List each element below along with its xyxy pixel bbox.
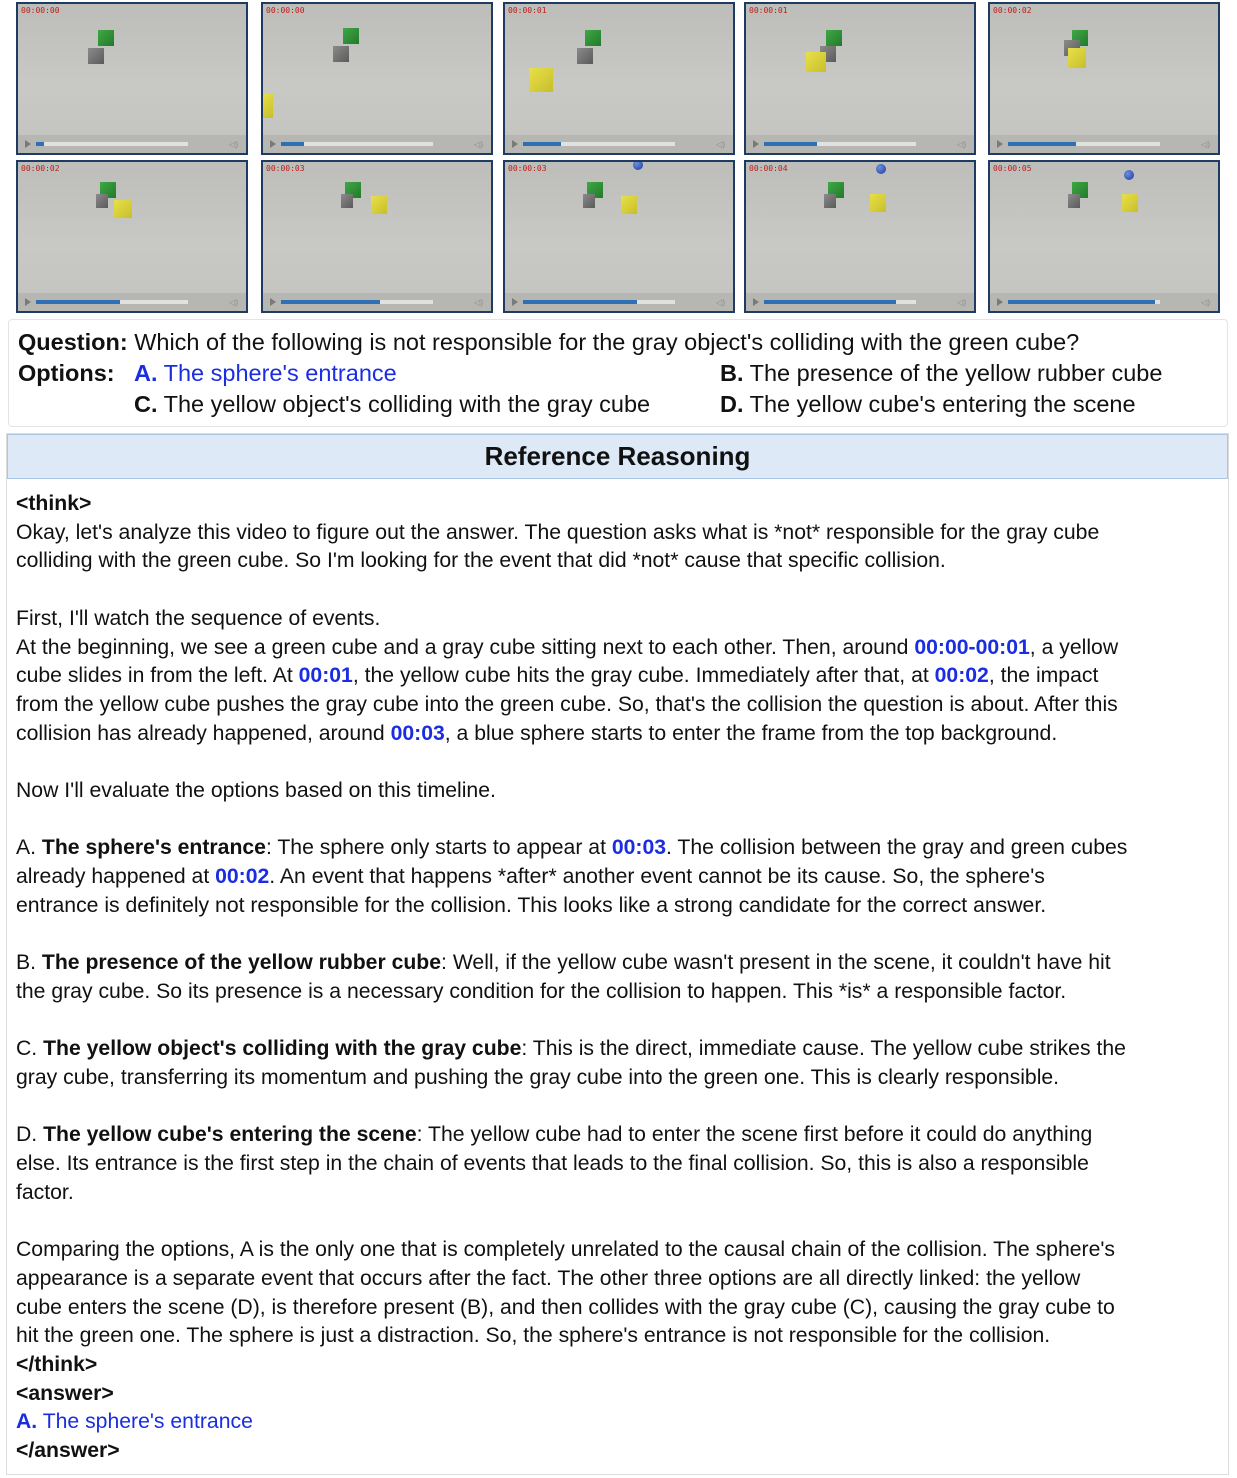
progress-fill <box>523 300 637 304</box>
reasoning-line: D. The yellow cube's entering the scene: The yellow cube had to enter the scene first before it could do anything <box>16 1123 1093 1147</box>
player-controls <box>990 293 1218 311</box>
player-controls <box>263 135 491 153</box>
yellow-cube <box>806 52 826 72</box>
frame-timestamp: 00:00:03 <box>266 164 305 173</box>
progress-fill <box>281 142 304 146</box>
progress-track[interactable] <box>281 142 433 146</box>
yellow-cube <box>870 194 886 212</box>
frame-timestamp: 00:00:04 <box>749 164 788 173</box>
timestamp-highlight: 00:02 <box>934 664 989 688</box>
option-letter: C. <box>134 391 158 417</box>
progress-track[interactable] <box>1008 300 1160 304</box>
reasoning-line: C. The yellow object's colliding with the gray cube: This is the direct, immediate cause. The yellow cube strikes the <box>16 1037 1126 1061</box>
think-open-tag: <think> <box>16 492 92 515</box>
reasoning-line: Okay, let's analyze this video to figure out the answer. The question asks what is *not* responsible for the gray cube <box>16 520 1100 544</box>
reasoning-line: hit the green one. The sphere is just a distraction. So, the sphere's entrance is not responsible for the collision. <box>16 1324 1051 1348</box>
progress-fill <box>764 142 817 146</box>
progress-fill <box>523 142 561 146</box>
frame-timestamp: 00:00:00 <box>21 6 60 15</box>
progress-track[interactable] <box>764 300 916 304</box>
answer-close-tag: </answer> <box>16 1439 120 1463</box>
video-frame <box>261 2 493 155</box>
gray-cube <box>88 48 104 64</box>
reasoning-line: cube slides in from the left. At 00:01, the yellow cube hits the gray cube. Immediately after that, at 00:02, the impact <box>16 664 1099 688</box>
green-cube <box>98 30 114 46</box>
progress-fill <box>1008 142 1076 146</box>
option-letter: A. <box>134 360 158 386</box>
yellow-cube <box>1068 48 1086 68</box>
gray-cube <box>583 194 595 208</box>
player-controls <box>505 135 733 153</box>
option-text: The sphere's entrance <box>163 360 397 386</box>
player-controls <box>18 293 246 311</box>
option-title: The presence of the yellow rubber cube <box>41 951 442 975</box>
yellow-cube <box>1122 194 1138 212</box>
green-cube <box>343 28 359 44</box>
progress-fill <box>281 300 380 304</box>
timestamp-highlight: 00:00-00:01 <box>914 635 1030 659</box>
green-cube <box>585 30 601 46</box>
answer-letter: A. <box>16 1410 38 1434</box>
gray-cube <box>96 194 108 208</box>
play-icon[interactable] <box>753 140 759 148</box>
option-a <box>134 358 397 389</box>
reasoning-line: else. Its entrance is the first step in the chain of events that leads to the final collision. So, this is also a responsible <box>16 1152 1089 1176</box>
volume-icon[interactable]: ◁) <box>716 298 725 307</box>
reasoning-line: A. The sphere's entrance: The sphere only starts to appear at 00:03. The collision between the gray and green cubes <box>16 836 1128 860</box>
frame-timestamp: 00:00:05 <box>993 164 1032 173</box>
progress-track[interactable] <box>523 300 675 304</box>
progress-track[interactable] <box>1008 142 1160 146</box>
play-icon[interactable] <box>997 140 1003 148</box>
option-text: The presence of the yellow rubber cube <box>749 360 1163 386</box>
progress-track[interactable] <box>281 300 433 304</box>
option-b <box>720 358 1162 389</box>
reasoning-body <box>7 479 1228 1466</box>
reasoning-line: the gray cube. So its presence is a necessary condition for the collision to happen. This *is* a responsible factor. <box>16 979 1067 1003</box>
play-icon[interactable] <box>753 298 759 306</box>
reasoning-line: collision has already happened, around 00:03, a blue sphere starts to enter the frame from the top background. <box>16 721 1058 745</box>
reasoning-line: appearance is a separate event that occurs after the fact. The other three options are all directly linked: the yellow <box>16 1266 1081 1290</box>
reasoning-line: colliding with the green cube. So I'm looking for the event that did *not* cause that specific collision. <box>16 549 946 573</box>
option-text: The yellow object's colliding with the gray cube <box>163 391 651 417</box>
question-line <box>18 327 1079 358</box>
option-title: The yellow object's colliding with the gray cube <box>43 1037 522 1061</box>
reasoning-line: gray cube, transferring its momentum and pushing the gray cube into the green one. This is clearly responsible. <box>16 1065 1060 1089</box>
reasoning-line: factor. <box>16 1180 74 1204</box>
gray-cube <box>341 194 353 208</box>
video-frame <box>261 160 493 313</box>
yellow-cube <box>371 196 387 214</box>
option-text: The yellow cube's entering the scene <box>749 391 1136 417</box>
option-letter: B. <box>720 360 744 386</box>
answer-text: The sphere's entrance <box>37 1410 253 1434</box>
progress-track[interactable] <box>36 142 188 146</box>
think-close-tag: </think> <box>16 1352 98 1376</box>
play-icon[interactable] <box>25 140 31 148</box>
timestamp-highlight: 00:02 <box>215 865 270 889</box>
frame-timestamp: 00:00:03 <box>508 164 547 173</box>
reasoning-line: Comparing the options, A is the only one that is completely unrelated to the causal chain of the collision. The sphere's <box>16 1238 1115 1262</box>
frame-timestamp: 00:00:02 <box>21 164 60 173</box>
blue-sphere <box>876 164 886 174</box>
frame-timestamp: 00:00:02 <box>993 6 1032 15</box>
green-cube <box>826 30 842 46</box>
volume-icon[interactable]: ◁) <box>1201 298 1210 307</box>
volume-icon[interactable]: ◁) <box>957 298 966 307</box>
progress-track[interactable] <box>36 300 188 304</box>
progress-fill <box>1008 300 1155 304</box>
frame-timestamp: 00:00:00 <box>266 6 305 15</box>
video-frame <box>744 2 976 155</box>
volume-icon[interactable]: ◁) <box>474 298 483 307</box>
blue-sphere <box>1124 170 1134 180</box>
timestamp-highlight: 00:03 <box>611 836 667 860</box>
volume-icon[interactable]: ◁) <box>229 298 238 307</box>
reasoning-line: B. The presence of the yellow rubber cube: Well, if the yellow cube wasn't present in the scene, it couldn't have hit <box>16 951 1111 975</box>
gray-cube <box>577 48 593 64</box>
option-d <box>720 389 1136 420</box>
yellow-cube <box>261 94 273 118</box>
player-controls <box>263 293 491 311</box>
progress-fill <box>36 142 44 146</box>
player-controls <box>505 293 733 311</box>
video-frame <box>503 160 735 313</box>
option-title: The sphere's entrance <box>41 836 266 860</box>
player-controls <box>746 135 974 153</box>
gray-cube <box>1068 194 1080 208</box>
reasoning-box <box>6 433 1229 1475</box>
video-frame <box>988 2 1220 155</box>
answer-line <box>16 1408 1228 1437</box>
video-frame-grid <box>0 0 1237 316</box>
reasoning-line: First, I'll watch the sequence of events. <box>16 606 381 630</box>
reasoning-line: At the beginning, we see a green cube and a gray cube sitting next to each other. Then, around 00:00-00:01, a yellow <box>16 635 1119 659</box>
yellow-cube <box>114 200 132 218</box>
option-letter: D. <box>720 391 744 417</box>
reasoning-line: entrance is definitely not responsible for the collision. This looks like a strong candidate for the correct answer. <box>16 893 1047 917</box>
volume-icon[interactable]: ◁) <box>474 140 483 149</box>
frame-timestamp: 00:00:01 <box>749 6 788 15</box>
play-icon[interactable] <box>512 298 518 306</box>
question-label: Question: <box>18 329 128 355</box>
gray-cube <box>333 46 349 62</box>
video-frame <box>503 2 735 155</box>
volume-icon[interactable]: ◁) <box>1201 140 1210 149</box>
reasoning-title: Reference Reasoning <box>7 434 1228 479</box>
gray-cube <box>824 194 836 208</box>
options-label: Options: <box>18 360 115 386</box>
player-controls <box>18 135 246 153</box>
question-box <box>8 319 1228 427</box>
reasoning-line: Now I'll evaluate the options based on this timeline. <box>16 779 496 802</box>
timestamp-highlight: 00:01 <box>298 664 353 688</box>
option-title: The yellow cube's entering the scene <box>43 1123 417 1147</box>
reasoning-line: from the yellow cube pushes the gray cube into the green cube. So, that's the collision the question is about. After this <box>16 692 1118 716</box>
reasoning-line: already happened at 00:02. An event that happens *after* another event cannot be its cause. So, the sphere's <box>16 865 1045 889</box>
blue-sphere <box>633 160 643 170</box>
video-frame <box>988 160 1220 313</box>
progress-fill <box>764 300 896 304</box>
progress-fill <box>36 300 120 304</box>
player-controls <box>746 293 974 311</box>
question-text: Which of the following is not responsible for the gray object's colliding with the green cube? <box>134 329 1080 355</box>
volume-icon[interactable]: ◁) <box>957 140 966 149</box>
frame-timestamp: 00:00:01 <box>508 6 547 15</box>
progress-track[interactable] <box>523 142 675 146</box>
timestamp-highlight: 00:03 <box>390 721 445 745</box>
answer-open-tag: <answer> <box>16 1381 114 1405</box>
video-frame <box>744 160 976 313</box>
volume-icon[interactable]: ◁) <box>229 140 238 149</box>
reasoning-line: cube enters the scene (D), is therefore present (B), and then collides with the gray cube (C), causing the gray cube to <box>16 1295 1115 1319</box>
play-icon[interactable] <box>25 298 31 306</box>
video-frame <box>16 160 248 313</box>
play-icon[interactable] <box>512 140 518 148</box>
play-icon[interactable] <box>270 298 276 306</box>
yellow-cube <box>621 196 637 214</box>
yellow-cube <box>529 68 553 92</box>
player-controls <box>990 135 1218 153</box>
video-frame <box>16 2 248 155</box>
option-c <box>134 389 650 420</box>
progress-track[interactable] <box>764 142 916 146</box>
play-icon[interactable] <box>270 140 276 148</box>
volume-icon[interactable]: ◁) <box>716 140 725 149</box>
play-icon[interactable] <box>997 298 1003 306</box>
